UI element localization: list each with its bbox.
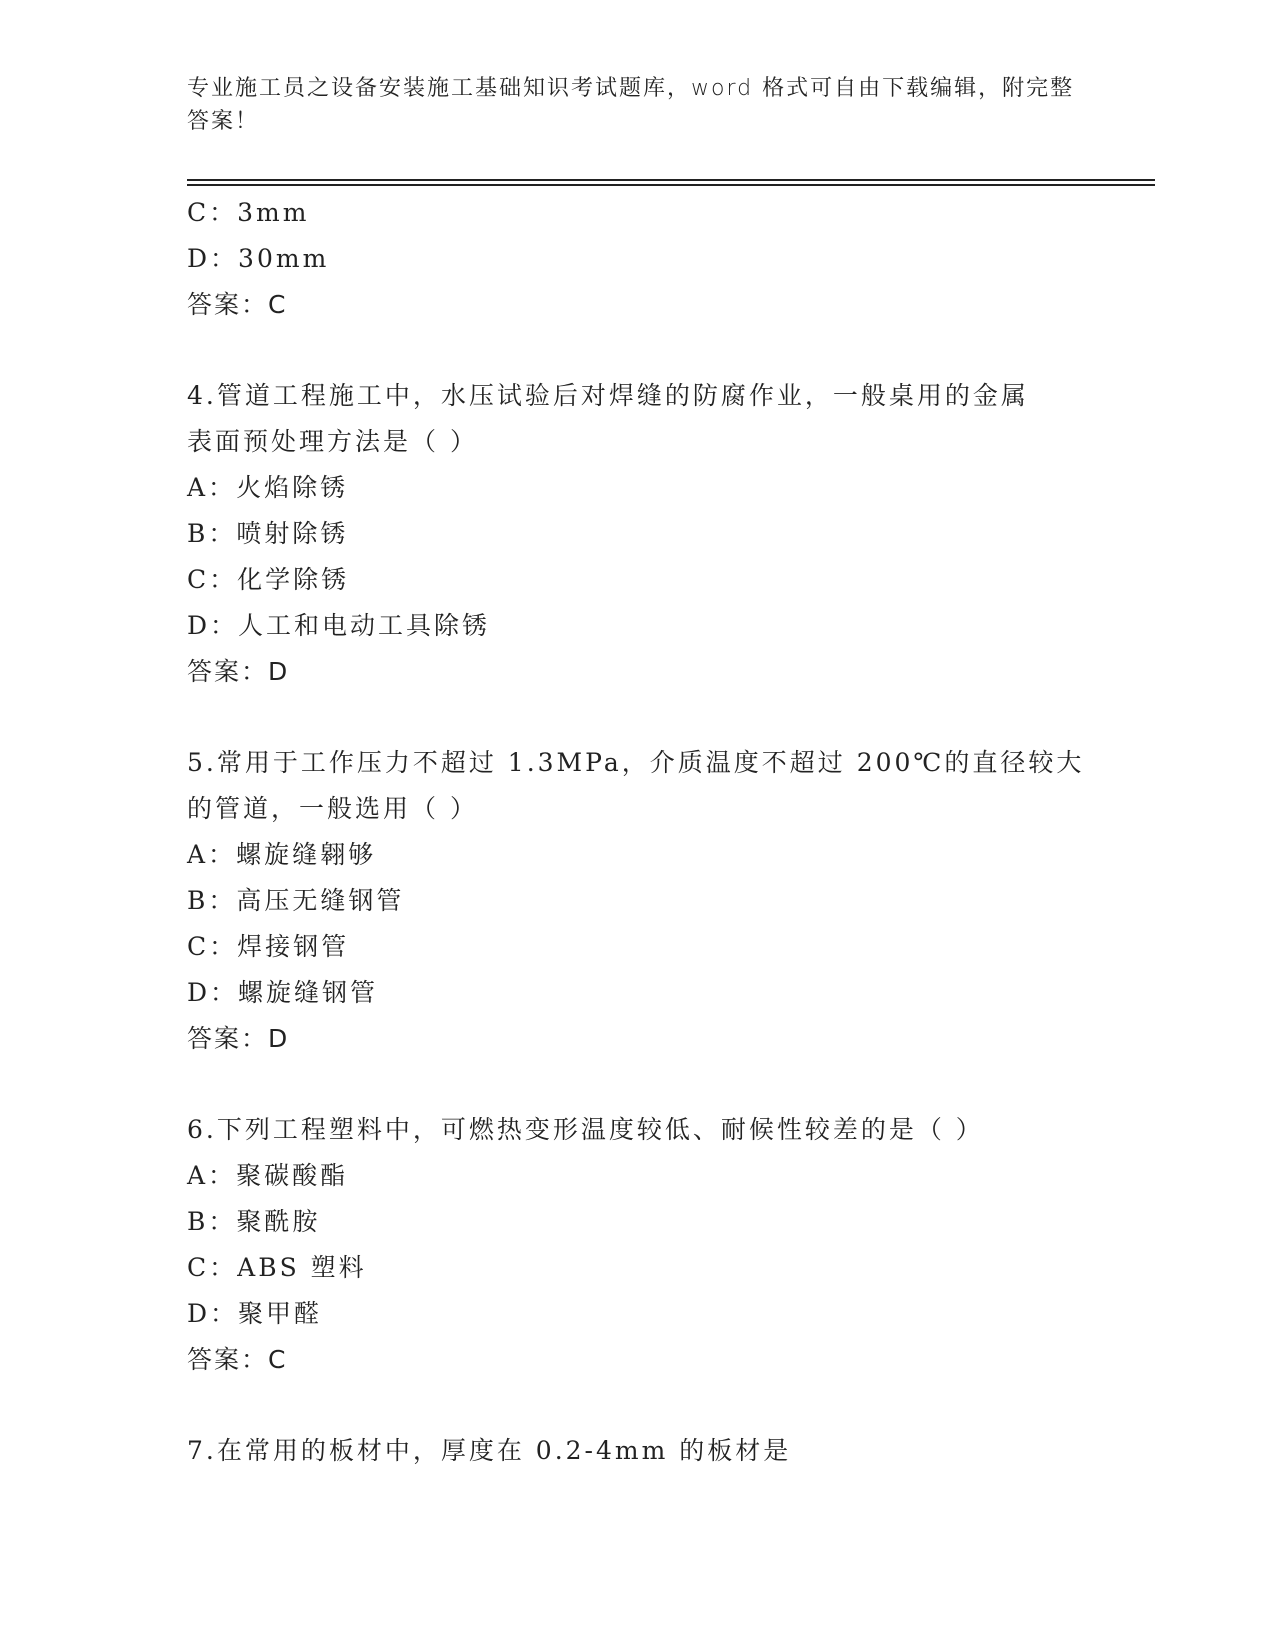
option-b: B：高压无缝钢管 xyxy=(187,886,405,915)
answer-line: 答案：C xyxy=(187,290,288,319)
question-stem: 5.常用于工作压力不超过 1.3MPa，介质温度不超过 200℃的直径较大 xyxy=(187,748,1085,777)
header-text: 专业施工员之设备安装施工基础知识考试题库，word 格式可自由下载编辑，附完整答案！ xyxy=(187,76,1075,134)
answer-line: 答案：C xyxy=(187,1345,288,1374)
question-stem: 7.在常用的板材中，厚度在 0.2-4mm 的板材是 xyxy=(187,1436,792,1465)
option-d: D：30mm xyxy=(187,244,330,273)
option-d: D：人工和电动工具除锈 xyxy=(187,611,491,640)
answer-line: 答案：D xyxy=(187,1024,290,1053)
header-divider-bottom xyxy=(187,184,1155,186)
document-header xyxy=(187,72,1077,138)
question-5 xyxy=(187,740,1087,1062)
option-c: C：化学除锈 xyxy=(187,565,350,594)
question-6 xyxy=(187,1107,1087,1383)
option-c: C：ABS 塑料 xyxy=(187,1253,367,1282)
option-d: D：聚甲醛 xyxy=(187,1299,323,1328)
question-stem: 表面预处理方法是（ ） xyxy=(187,427,478,456)
question-3-continuation xyxy=(187,190,1087,328)
option-b: B：聚酰胺 xyxy=(187,1207,321,1236)
question-stem: 的管道，一般选用（ ） xyxy=(187,794,478,823)
question-4 xyxy=(187,373,1087,695)
question-stem: 6.下列工程塑料中，可燃热变形温度较低、耐候性较差的是（ ） xyxy=(187,1115,984,1144)
option-c: C：焊接钢管 xyxy=(187,932,350,961)
answer-line: 答案：D xyxy=(187,657,290,686)
option-a: A：火焰除锈 xyxy=(187,473,349,502)
question-stem: 4.管道工程施工中，水压试验后对焊缝的防腐作业，一般桌用的金属 xyxy=(187,381,1029,410)
question-7 xyxy=(187,1428,1087,1474)
option-a: A：聚碳酸酯 xyxy=(187,1161,349,1190)
header-divider-top xyxy=(187,179,1155,181)
option-c: C：3mm xyxy=(187,198,310,227)
option-d: D：螺旋缝钢管 xyxy=(187,978,379,1007)
question-content xyxy=(187,190,1087,1474)
option-b: B：喷射除锈 xyxy=(187,519,349,548)
option-a: A：螺旋缝翱够 xyxy=(187,840,377,869)
